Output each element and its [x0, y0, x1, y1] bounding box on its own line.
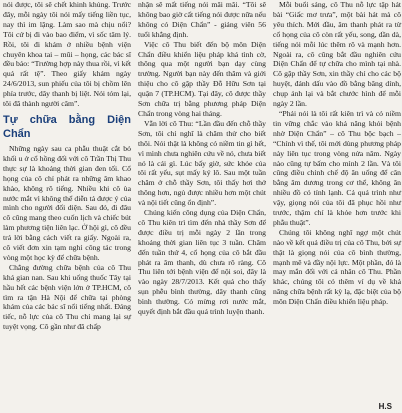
- paragraph: Việc cô Thu biết đến bộ môn Diện Chẩn điều khiển liệu pháp khá tình cờ, thông qua một người bạn dạy cùng trường. Người bạn này đến thăm và giới thiệu cho cô gặp thầy Đỗ Hữu Sơn tại quận 7 (TP.HCM). Tại đây, cô được thầy Sơn chữa trị bằng phương pháp Diện Chẩn trong vòng hai tháng.: [138, 39, 266, 118]
- article-column-3: [273, 0, 401, 413]
- paragraph: Chúng kiến công dụng của Diện Chẩn, cô Thu kiên trì tìm đến nhà thầy Sơn để được điều trị mỗi ngày 2 lần trong khoảng thời gian liên tục 3 tuần. Chăm đến tuần thứ 4, cổ họng của cô bắt đầu phát ra âm thanh, dù chưa rõ ràng. Cô Thu liên tới bệnh viện để nội soi, đây là vào ngày 28/7/2013. Kết quả cho thấy sụn phễu bình thường, dây thanh cũng bình thường. Có mừng rơi nước mắt, quyết định bắt đầu quá trình luyện thanh.: [138, 208, 266, 317]
- article-column-2: [138, 0, 266, 413]
- paragraph: Mỗi buổi sáng, cô Thu nỗ lực tập hát bài “Giấc mơ trưa”, một bài hát mà cô yêu thích. Mới đầu, âm thanh phát ra từ cổ họng của cô còn rất yếu, song, dần dà, tiếng nói mỗi lúc thêm rõ và mạnh hơn. Ngoài ra, cô cũng bắt đầu nghiên cứu Diện Chẩn để tự chữa cho mình tại nhà. Cô gặp thầy Sơn, xin thầy chỉ cho các bộ huyệt, đánh dấu vào đồ bằng băng dính, chụp ảnh lại và bắt chước hình để mỗi ngày 2 lần.: [273, 0, 401, 109]
- paragraph: “Phải nói là tôi rất kiên trì và có niềm tin vững chắc vào khả năng khỏi bệnh nhờ Diện Chẩn” – cô Thu bộc bạch – “Chính vì thế, tôi mới dùng phương pháp này liên tục trong vòng nửa năm. Ngày nào cũng tự bấm cho mình 2 lần. Và tôi cũng điều chỉnh chế độ ăn uống để cân bằng âm dương trong cơ thể, không ăn nhiều đồ có tính lạnh. Cả quá trình như vậy, giọng nói của tôi đã phục hồi như trước, thậm chí là khỏe hơn trước khi phẫu thuật”.: [273, 108, 401, 227]
- paragraph: nhận sẽ mất tiếng nói mãi mãi. “Tôi sẽ không bao giờ cất tiếng nói được nữa nếu không có Diện Chẩn” - giảng viên 56 tuổi khẳng định.: [138, 0, 266, 39]
- article-column-1: [3, 0, 131, 413]
- paragraph: Vẫn lời cô Thu: “Lần đầu đến chỗ thầy Sơn, tôi chỉ nghĩ là chăm thử cho biết thôi. Nói thật là không có niềm tin gì hết, vì mình chưa nghiên cứu về nó, chưa biết nó là cái gì. Lúc bấy giờ, sức khỏe của tôi rất yếu, sụt mấy ký lô. Sau một tuần chăm ở chỗ thầy Sơn, tôi thấy hơi thở thông hơn, ngủ được nhiều hơn một chút và nội tiết cũng ổn định”.: [138, 118, 266, 208]
- paragraph: nói được, tôi sẽ chết khinh khủng. Trước đây, mỗi ngày tôi nói mấy tiếng liền tục, nay thì im lặng. Làm sao mà chịu nổi? Tôi cứ bị đi vào bao điểm, vì sốc tâm lý. Rồi, tôi đi khám ở nhiều bệnh viện chuyên khoa tai – mũi – họng, các bác sĩ đều bảo: “Trường hợp này thua rồi, vì kết quả rất tệ”. Theo giấy khám ngày 24/6/2013, sun phiếu của tôi bị chồm lên phía trước, dây thanh bị liệt. Nói tóm lại, tôi đã thành người câm”.: [3, 0, 131, 109]
- paragraph: Chúng tôi không nghĩ ngợ một chút nào về kết quả điều trị của cô Thu, bởi sự thật là giọng nói của cô bình thường, mạnh mẽ và đầy nội lực. Một phần, đó là may mắn đối với cá nhân cô Thu. Phần khác, chúng tôi có thêm ví dụ về khả năng chữa bệnh rất kỳ lạ, đặc biệt của bộ môn Diện Chẩn điều khiển liệu pháp.: [273, 227, 401, 307]
- paragraph: Chẳng đường chữa bệnh của cô Thu khá gian nan. Sau khi uống thuốc Tây tại hầu hết các bệnh viện lớn ở TP.HCM, cô tìm ra tận Hà Nội để chữa tại phòng khám của các bác sĩ nổi tiếng nhất. Đáng tiếc, nỗ lực của cô Thu chỉ mang lại sự tuyệt vọng. Cô gần như đã chấp: [3, 262, 131, 332]
- section-heading: Tự chữa bằng Diện Chẩn: [3, 113, 131, 140]
- paragraph: Những ngày sau ca phẫu thuật cắt bỏ khối u ở cổ hồng đối với cô Trần Thị Thu thực sự là khoảng thời gian đen tối. Cổ họng của cô chỉ phát ra những âm khao khào, không rõ tiếng. Nhiều khi cô ùa nước mắt vì không thể diễn tả được ý của mình cho người đối diện. Sau đó, đi đâu cô cũng mang theo cuốn lịch và chiếc bút làm phương tiện liên lạc. Ở hội gì, cô đều trả lời bằng cách viết ra giấy. Ngoài ra, cô viết đơn xin tạm nghỉ công tác trong vòng một học kỳ để chữa bệnh.: [3, 143, 131, 262]
- author-signature: H.S: [378, 402, 392, 411]
